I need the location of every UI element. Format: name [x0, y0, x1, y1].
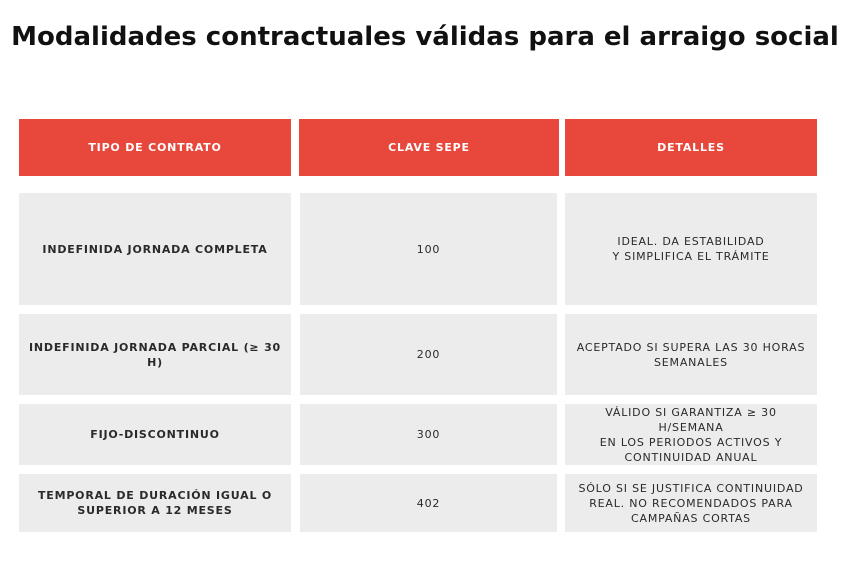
- cell-detalles-row-4: SÓLO SI SE JUSTIFICA CONTINUIDAD REAL. NO RECOMENDADOS PARA CAMPAÑAS CORTAS: [565, 474, 817, 532]
- cell-detalles-row-1: IDEAL. DA ESTABILIDAD Y SIMPLIFICA EL TRÁMITE: [565, 193, 817, 305]
- header-detalles: DETALLES: [565, 119, 817, 176]
- cell-clave-row-2: 200: [300, 314, 557, 395]
- cell-detalles-row-2: ACEPTADO SI SUPERA LAS 30 HORAS SEMANALES: [565, 314, 817, 395]
- cell-tipo-row-2: INDEFINIDA JORNADA PARCIAL (≥ 30 H): [19, 314, 291, 395]
- header-tipo-de-contrato: TIPO DE CONTRATO: [19, 119, 291, 176]
- cell-tipo-row-4: TEMPORAL DE DURACIÓN IGUAL O SUPERIOR A 12 MESES: [19, 474, 291, 532]
- cell-detalles-row-3: VÁLIDO SI GARANTIZA ≥ 30 H/SEMANA EN LOS PERIODOS ACTIVOS Y CONTINUIDAD ANUAL: [565, 404, 817, 465]
- page-title: Modalidades contractuales válidas para el arraigo social: [11, 22, 839, 52]
- header-clave-sepe: CLAVE SEPE: [299, 119, 559, 176]
- cell-clave-row-3: 300: [300, 404, 557, 465]
- cell-tipo-row-1: INDEFINIDA JORNADA COMPLETA: [19, 193, 291, 305]
- cell-clave-row-4: 402: [300, 474, 557, 532]
- cell-clave-row-1: 100: [300, 193, 557, 305]
- cell-tipo-row-3: FIJO-DISCONTINUO: [19, 404, 291, 465]
